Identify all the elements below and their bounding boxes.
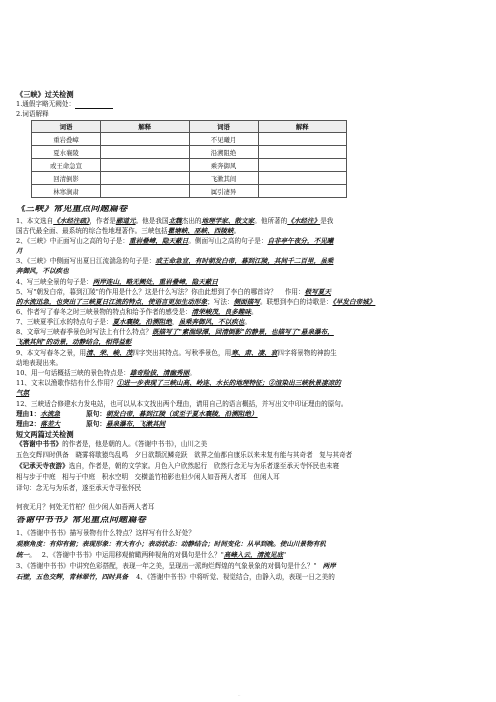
answer: 落差大 [40,420,61,428]
q11-line2: 气氛 [16,389,30,397]
text: " [283,551,287,559]
text: 原句： [86,410,106,418]
table-header: 词语 [189,121,258,133]
answer: 夏水襄陵，沿溯阻绝 [112,318,172,326]
sec3-line2: 五色交辉四时俱备 晓雾将歇猿鸟乱鸣 夕日欲颓沉鳞竞跃 欲界之仙都自康乐以来未复有能与其奇者 复与其奇者 [16,451,353,459]
text: ；写法： [207,298,234,306]
text: 。 [29,551,36,559]
text: 。侧面写山之高的句子是： [188,237,268,245]
answer: 雄奇险拔，清幽秀丽 [129,369,190,377]
text: 理由1： [16,410,41,418]
text: 11、文末以渔歌作结有什么作用？ [16,379,117,387]
text: 2、《答谢中书书》中运用移观俯瞰两种视角的对偶句是什么？" [41,551,224,559]
answer: 极写夏天 [304,288,331,296]
table-cell: 乘奔御风 [189,159,258,172]
q4-line [16,278,482,287]
text: 3、《答谢中书书》中讲究色彩搭配，表现一年之美，呈现出一派绚烂辉煌的气象景象的对偶句是什么？ [16,562,314,570]
q1-line2 [16,227,482,236]
text: 7、三峡夏季江水的特点句子是： [16,318,113,326]
table-cell: 或王命急宣 [32,159,101,172]
answer: 既描写了"素湍绿潭，回清倒影"的静景，也描写了"悬泉瀑布， [152,328,334,336]
q5-line1 [16,288,482,297]
answer: 重岩叠嶂，隐天蔽日 [129,237,189,245]
answer: 的水流迅急，也突出了三峡夏日江流的特点，使语言更加生动形象 [16,298,208,306]
sec4-q3 [16,562,482,571]
answer: 地理学家、散文家 [201,217,255,225]
q12-reason1 [16,410,482,419]
answer: 《早发白帝城》 [332,298,376,306]
answer: 自非亭午夜分，不见曦 [267,237,334,245]
answer: 北魏 [168,217,182,225]
text: ， [171,318,179,326]
q9-line2: 动地表现出来。 [16,359,63,367]
answer: 两岸连山，略无阙处，重岩叠嶂，隐天蔽日 [92,278,219,286]
answer: 朝发白帝，暮到江陵（或至于夏水襄陵，沿溯阻绝） [105,410,258,418]
text: 是我 [320,217,334,225]
answer: 观察角度：有仰有俯；表现形象： [16,540,115,548]
q10-line [16,369,482,378]
answer-cell[interactable] [101,159,190,172]
table-header-row [32,121,347,133]
sec3-line4: 相与步于中庭 相与于中庭 积水空明 交横盖竹柏影也但少闲人如吾两人者耳 但闲人耳 [16,473,280,481]
answer-cell[interactable] [258,159,347,172]
answer: 《水经注》 [287,217,321,225]
answer-cell[interactable] [258,146,347,159]
answer: 统一 [16,551,30,559]
q8-line1 [16,328,482,337]
sec3-line5: 译句：念无与为乐者，遂至承天寺寻张怀民 [16,484,142,492]
text: 。 [244,318,251,326]
answer: 虽乘奔御风，不以疾也 [178,318,245,326]
table-row [32,146,347,159]
text: 4、写三峡全景的句子是： [16,278,93,286]
answer-cell[interactable] [258,185,347,198]
table-cell: 重岩叠嶂 [32,133,101,146]
text: 2、《三峡》中正面写山之高的句子是： [16,237,129,245]
table-row [32,133,347,146]
text: 。他是我国 [135,217,169,225]
text: 9、本文写春冬之景，用 [16,349,87,357]
section-title-sanxia-test: 《三峡》过关检测 [16,90,74,99]
text: 杰出的 [181,217,202,225]
table-row [32,172,347,185]
answer: 寒、肃、凄、哀 [231,349,278,357]
table-header: 词语 [32,121,101,133]
text: 10、用一句话概括三峡的景色特点是： [16,369,130,377]
table-cell: 沿溯阻绝 [189,146,258,159]
q9-line1 [16,349,482,358]
table-cell: 不见曦月 [189,133,258,146]
sec4-q1-answer [16,540,482,549]
question-1 [16,100,482,109]
answer: 石壁，五色交辉，青林翠竹，四时具备 [16,573,129,581]
answer-cell[interactable] [101,133,190,146]
text: 。 [233,227,241,235]
table-row [32,185,347,198]
answer: 清、荣、峻、茂 [86,349,133,357]
sec3-line3 [16,462,482,471]
answer: 瞿塘峡、巫峡、西陵峡 [167,227,234,235]
text: 四字将景物的神韵生 [277,349,337,357]
table-row [32,159,347,172]
sec3-line6: 何夜无月？何处无竹柏？但少闲人如吾两人者耳 [16,503,155,511]
answer: 水流急 [40,410,61,418]
text: 4、《答谢中书书》中将听觉、视觉结合，由静入动，表现一日之美的 [136,573,335,581]
answer-cell[interactable] [101,146,190,159]
q12-reason2 [16,420,482,429]
table-cell: 林寒涧肃 [32,185,101,198]
sec4-q3-answer [16,573,482,582]
text: 1、本文选自 [16,217,54,225]
text: 原句： [86,420,106,428]
text: 国古代最全面、最系统的综合性地理著作。三峡包括 [16,227,168,235]
answer: 清荣峻茂，良多趣味 [191,308,251,316]
answer: 有大有小；表动状态： [114,540,181,548]
text: 5、写"朝发白帝，暮到江陵"的作用是什么？这是什么写法？你由此想到了李白的哪首诗？ [16,288,277,296]
text: 《记承天寺夜游》 [16,462,69,470]
q8-line2: 飞漱其间"的动景，动静结合，相得益彰 [16,338,132,346]
q7-line [16,318,482,327]
sec3-line1 [16,440,482,449]
text: 《答谢中书书》 [16,440,63,448]
answer: 或王命急宣，有时朝发白帝，暮到江陵，其间千二百里，虽乘 [155,257,334,265]
q1-line1 [16,217,482,226]
text: " [313,562,317,570]
answer: 《水经注疏》 [53,217,90,225]
page-footer-mark: .. [238,692,241,697]
question-1-text: 1.通假字略无阙处： [16,100,76,108]
answer: 侧面描写 [233,298,260,306]
sec4-q2 [16,551,482,560]
table-cell: 回清倒影 [32,172,101,185]
section-title-sanxia-questions: 《三峡》常见重点问题篇卷 [16,205,128,214]
table-cell: 夏水襄陵 [32,146,101,159]
question-2: 2.词语解释 [16,110,49,118]
text: 。他所著的 [254,217,288,225]
vocabulary-table [31,120,347,198]
text: 8、文章写三峡春季景色时写法上有什么特点？ [16,328,153,336]
answer: 两岸 [322,562,336,570]
text: ，作者是 [89,217,116,225]
q2-line1 [16,237,482,246]
text: 作用： [284,288,305,296]
text: 四字突出其特点。写秋季景色，用 [132,349,232,357]
answer-blank[interactable] [75,101,113,109]
q5-line2 [16,298,482,307]
text: 。联想到李白的诗歌是： [259,298,333,306]
text: 6、作者写了春冬之时三峡景物的特点和给予作者的感受是： [16,308,192,316]
section-title-short-texts: 短文两篇过关检测 [16,430,74,439]
q12-line1: 12、三峡适合修建水力发电站，也可以从本文找出两个理由，请用自己的语言概括，并写出文中印证理由的原句。 [16,400,348,408]
text: 。 [189,369,196,377]
answer: 高峰入云，清流见底 [223,551,284,559]
text: 理由2： [16,420,41,428]
answer: ①进一步表现了三峡山高、岭连、水长的地理特征；②渲染出三峡秋景凄凉的 [116,379,341,387]
answer-cell[interactable] [258,172,347,185]
sec4-q1: 1、《答谢中书书》描写景物有什么特点？这样写有什么好处？ [16,529,195,537]
section-title-daxie-questions: 答谢中书书》常见重点问题篇卷 [16,516,147,525]
q3-line2: 奔御风，不以疾也 [16,267,69,275]
answer: 悬泉瀑布，飞漱其间 [105,420,166,428]
q6-line [16,308,482,317]
table-header: 解释 [101,121,190,133]
text: 。 [250,308,258,316]
table-cell: 飞漱其间 [189,172,258,185]
q3-line1 [16,257,482,266]
q11-line1 [16,379,482,388]
answer: 郦道元 [115,217,136,225]
q2-line2: 月 [16,247,23,255]
answer-cell[interactable] [258,133,347,146]
answer: 动静结合；时间变化：从早到晚。使山川景物有机 [180,540,326,548]
table-cell: 属引凄异 [189,185,258,198]
text: 的作者是，他是朝的人。《答谢中书书》，山川之美 [62,440,208,448]
text: 3、《三峡》中侧面写出夏日江流湍急的句子是： [16,257,156,265]
answer-cell[interactable] [101,172,190,185]
text: 选自，作者是，朝的文学家。月色入户欣然起行 欣然行念无与为乐者遂至承天寺怀民也未寝 [68,462,340,470]
table-header: 解释 [258,121,347,133]
answer-cell[interactable] [101,185,190,198]
